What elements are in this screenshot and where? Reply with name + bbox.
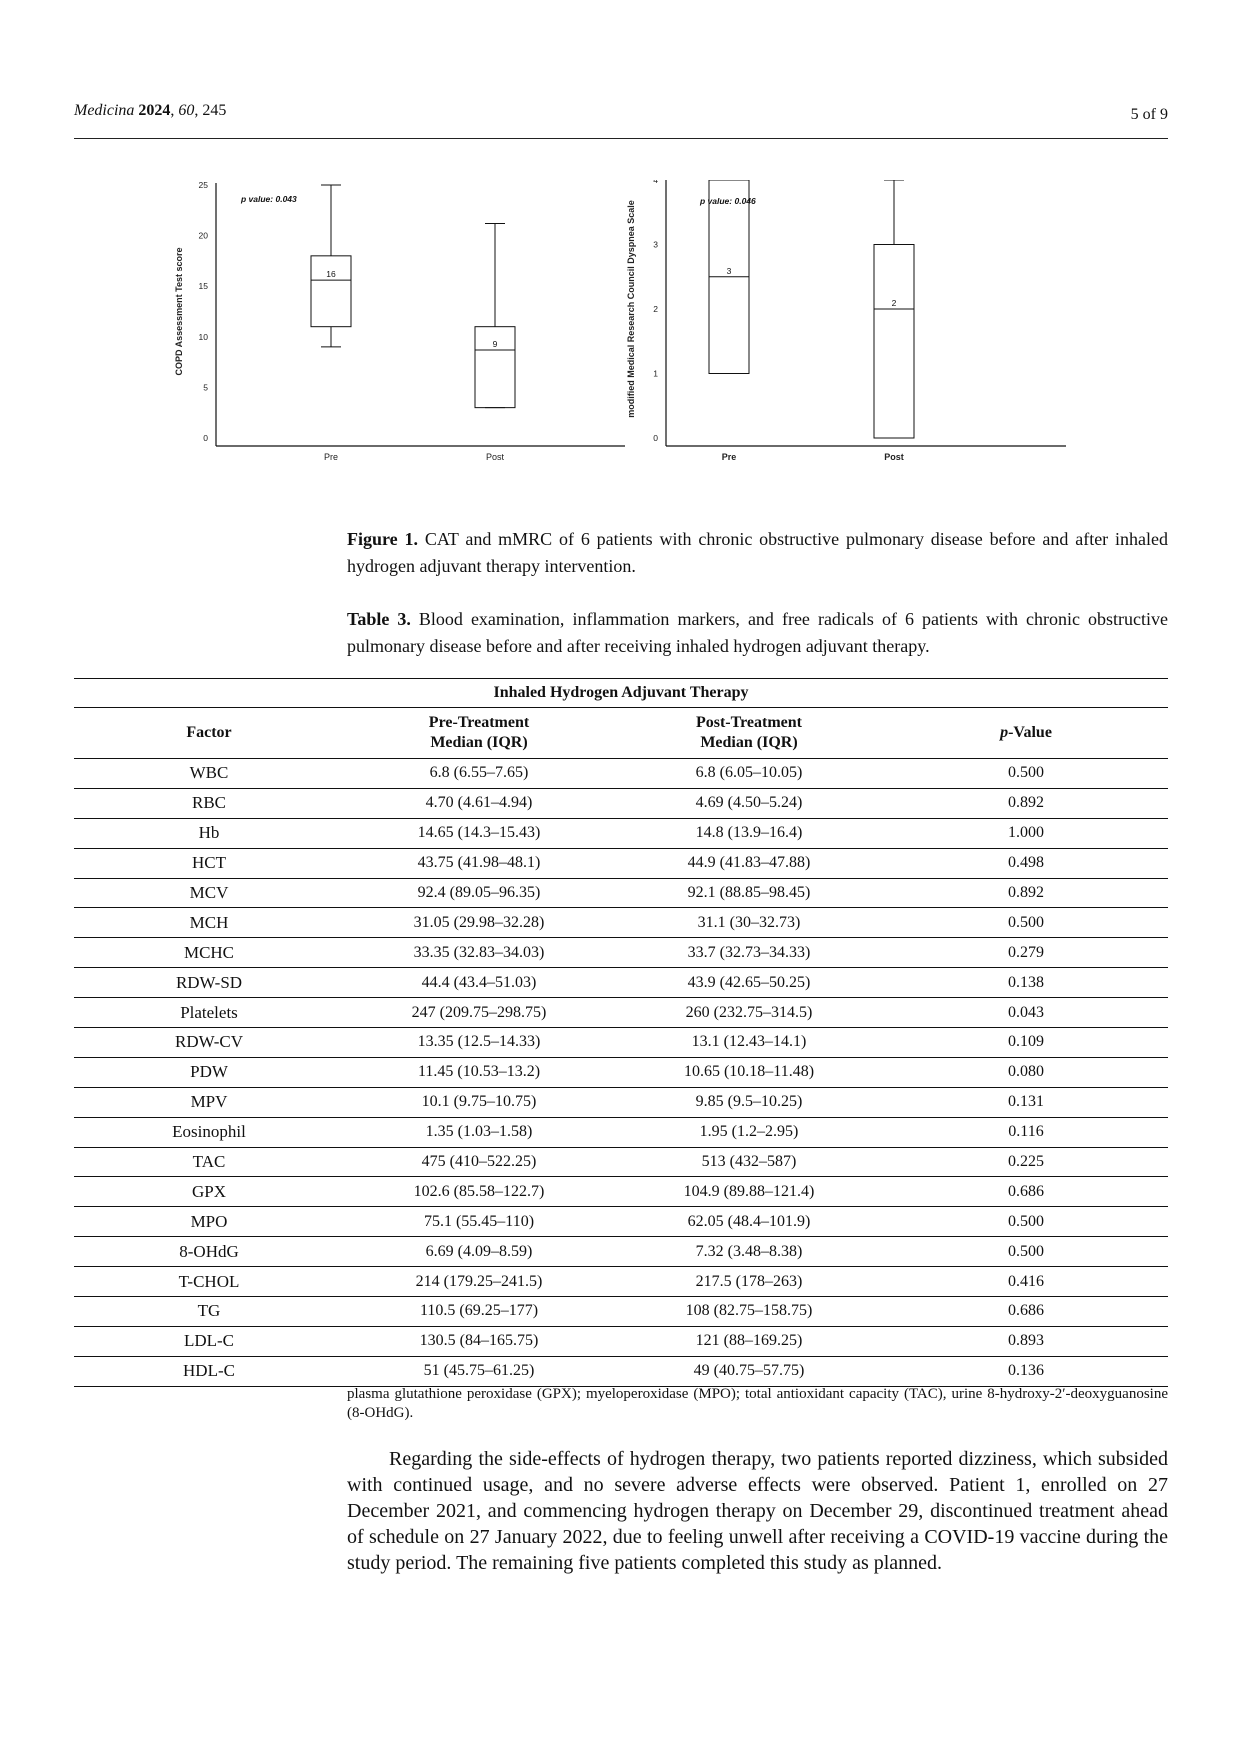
cell-factor: TAC xyxy=(74,1147,344,1177)
cell-pre: 31.05 (29.98–32.28) xyxy=(344,908,614,938)
cell-p-value: 0.498 xyxy=(884,848,1168,878)
cell-p-value: 0.500 xyxy=(884,759,1168,789)
table-row xyxy=(74,1237,1168,1267)
cell-post: 9.85 (9.5–10.25) xyxy=(614,1087,884,1117)
col-pre-treatment xyxy=(344,708,614,759)
cell-factor: MCV xyxy=(74,878,344,908)
cell-factor: HCT xyxy=(74,848,344,878)
table-caption xyxy=(347,606,1168,660)
cell-p-value: 1.000 xyxy=(884,818,1168,848)
y-tick-label: 0 xyxy=(653,433,658,443)
table-row xyxy=(74,788,1168,818)
cell-pre: 10.1 (9.75–10.75) xyxy=(344,1087,614,1117)
table-row xyxy=(74,1087,1168,1117)
y-tick-label: 15 xyxy=(198,281,208,292)
cell-post: 33.7 (32.73–34.33) xyxy=(614,938,884,968)
x-tick-label: Pre xyxy=(721,452,737,462)
results-table xyxy=(74,678,1168,1387)
cell-p-value: 0.500 xyxy=(884,1237,1168,1267)
cell-p-value: 0.080 xyxy=(884,1057,1168,1087)
table-row xyxy=(74,1057,1168,1087)
table-row xyxy=(74,908,1168,938)
cell-p-value: 0.500 xyxy=(884,1207,1168,1237)
cell-p-value: 0.131 xyxy=(884,1087,1168,1117)
cell-p-value: 0.686 xyxy=(884,1177,1168,1207)
cell-p-value: 0.225 xyxy=(884,1147,1168,1177)
y-tick-label: 20 xyxy=(198,230,208,241)
cell-factor: T-CHOL xyxy=(74,1267,344,1297)
y-axis-label: COPD Assessment Test score xyxy=(174,247,184,376)
cell-pre: 11.45 (10.53–13.2) xyxy=(344,1057,614,1087)
col-post-line1: Post-Treatment xyxy=(695,714,803,731)
cell-factor: HDL-C xyxy=(74,1356,344,1386)
cell-factor: RBC xyxy=(74,788,344,818)
col-post-line2: Median (IQR) xyxy=(700,734,798,751)
cell-pre: 92.4 (89.05–96.35) xyxy=(344,878,614,908)
cell-post: 44.9 (41.83–47.88) xyxy=(614,848,884,878)
cell-post: 62.05 (48.4–101.9) xyxy=(614,1207,884,1237)
cell-post: 217.5 (178–263) xyxy=(614,1267,884,1297)
table-row xyxy=(74,878,1168,908)
cell-post: 104.9 (89.88–121.4) xyxy=(614,1177,884,1207)
cell-pre: 43.75 (41.98–48.1) xyxy=(344,848,614,878)
y-tick-label: 3 xyxy=(653,239,658,250)
table-row xyxy=(74,968,1168,998)
table-footnote: plasma glutathione peroxidase (GPX); myeloperoxidase (MPO); total antioxidant capacity (TAC), urine 8-hydroxy-2′-deoxyguanosine (8-OHdG). xyxy=(347,1386,1168,1421)
cell-pre: 1.35 (1.03–1.58) xyxy=(344,1117,614,1147)
table-row xyxy=(74,1297,1168,1327)
table-row xyxy=(74,938,1168,968)
y-tick-label: 2 xyxy=(653,304,658,314)
cell-post: 260 (232.75–314.5) xyxy=(614,998,884,1028)
cell-post: 108 (82.75–158.75) xyxy=(614,1297,884,1327)
x-tick-label: Post xyxy=(884,452,904,462)
cell-factor: WBC xyxy=(74,759,344,789)
cell-p-value: 0.500 xyxy=(884,908,1168,938)
cell-factor: RDW-CV xyxy=(74,1028,344,1058)
y-tick-label: 5 xyxy=(203,382,208,393)
cell-p-value: 0.892 xyxy=(884,788,1168,818)
cell-pre: 130.5 (84–165.75) xyxy=(344,1326,614,1356)
cell-factor: Platelets xyxy=(74,998,344,1028)
cell-pre: 6.69 (4.09–8.59) xyxy=(344,1237,614,1267)
cell-factor: GPX xyxy=(74,1177,344,1207)
page-number: 5 of 9 xyxy=(1130,106,1168,123)
cell-factor: MPO xyxy=(74,1207,344,1237)
cell-p-value: 0.043 xyxy=(884,998,1168,1028)
cell-p-value: 0.109 xyxy=(884,1028,1168,1058)
cell-pre: 6.8 (6.55–7.65) xyxy=(344,759,614,789)
cell-post: 10.65 (10.18–11.48) xyxy=(614,1057,884,1087)
mmrc-boxplot xyxy=(620,180,1070,525)
table-row xyxy=(74,1267,1168,1297)
cell-p-value: 0.892 xyxy=(884,878,1168,908)
cell-pre: 214 (179.25–241.5) xyxy=(344,1267,614,1297)
cell-post: 121 (88–169.25) xyxy=(614,1326,884,1356)
y-tick-label: 0 xyxy=(203,433,208,443)
cell-post: 1.95 (1.2–2.95) xyxy=(614,1117,884,1147)
col-pre-line2: Median (IQR) xyxy=(430,734,528,751)
p-value-annotation: p value: 0.046 xyxy=(700,196,756,206)
table-row xyxy=(74,1207,1168,1237)
journal-year: 2024 xyxy=(138,102,171,119)
cell-p-value: 0.138 xyxy=(884,968,1168,998)
cell-factor: TG xyxy=(74,1297,344,1327)
table-row xyxy=(74,1356,1168,1386)
journal-name: Medicina xyxy=(74,102,135,119)
y-tick-label: 25 xyxy=(198,180,208,190)
table-row xyxy=(74,818,1168,848)
p-value-annotation: p value: 0.043 xyxy=(241,194,297,204)
table-row xyxy=(74,848,1168,878)
cell-pre: 51 (45.75–61.25) xyxy=(344,1356,614,1386)
table-group-header: Inhaled Hydrogen Adjuvant Therapy xyxy=(74,679,1168,708)
cell-post: 7.32 (3.48–8.38) xyxy=(614,1237,884,1267)
cell-factor: 8-OHdG xyxy=(74,1237,344,1267)
table-row xyxy=(74,1028,1168,1058)
journal-citation: Medicina 2024, 60, 245 xyxy=(74,102,227,119)
cell-pre: 75.1 (55.45–110) xyxy=(344,1207,614,1237)
table-row xyxy=(74,1177,1168,1207)
cell-pre: 13.35 (12.5–14.33) xyxy=(344,1028,614,1058)
article-number: 245 xyxy=(202,102,227,119)
col-p-italic: p xyxy=(1000,724,1009,741)
journal-volume: 60 xyxy=(178,102,195,119)
col-factor: Factor xyxy=(74,708,344,759)
table-row xyxy=(74,998,1168,1028)
x-tick-label: Post xyxy=(485,452,505,462)
col-post-treatment xyxy=(614,708,884,759)
cell-factor: MCHC xyxy=(74,938,344,968)
cell-factor: PDW xyxy=(74,1057,344,1087)
cell-pre: 102.6 (85.58–122.7) xyxy=(344,1177,614,1207)
figure-label: Figure 1. xyxy=(347,529,418,549)
cell-post: 14.8 (13.9–16.4) xyxy=(614,818,884,848)
table-row xyxy=(74,1147,1168,1177)
y-tick-label: 10 xyxy=(198,331,208,342)
page-header xyxy=(74,102,1168,139)
median-label: 9 xyxy=(492,338,498,349)
cell-pre: 33.35 (32.83–34.03) xyxy=(344,938,614,968)
cell-post: 513 (432–587) xyxy=(614,1147,884,1177)
cell-post: 4.69 (4.50–5.24) xyxy=(614,788,884,818)
cell-post: 92.1 (88.85–98.45) xyxy=(614,878,884,908)
cell-p-value: 0.893 xyxy=(884,1326,1168,1356)
y-tick-label: 1 xyxy=(653,368,658,379)
mmrc-boxplot-svg xyxy=(620,180,1070,520)
body-paragraph: Regarding the side-effects of hydrogen therapy, two patients reported dizziness, which subsided with continued usage, and no severe adverse effects were observed. Patient 1, enrolled on 27 December 2021, and commencing hydrogen therapy on December 29, discontinued treatment ahead of schedule on 27 January 2022, due to feeling unwell after receiving a COVID-19 vaccine during the study period. The remaining five patients completed this study as planned. xyxy=(347,1448,1168,1574)
col-p-value xyxy=(884,708,1168,759)
cell-factor: Eosinophil xyxy=(74,1117,344,1147)
median-label: 3 xyxy=(726,265,732,276)
y-axis-label: modified Medical Research Council Dyspnea Scale xyxy=(626,200,636,418)
cell-post: 13.1 (12.43–14.1) xyxy=(614,1028,884,1058)
median-label: 2 xyxy=(891,298,897,308)
cat-boxplot-svg xyxy=(170,180,630,520)
cell-pre: 14.65 (14.3–15.43) xyxy=(344,818,614,848)
cell-factor: LDL-C xyxy=(74,1326,344,1356)
figure-caption-text: CAT and mMRC of 6 patients with chronic obstructive pulmonary disease before and after inhaled hydrogen adjuvant therapy intervention. xyxy=(347,529,1168,576)
cell-pre: 44.4 (43.4–51.03) xyxy=(344,968,614,998)
figure-caption xyxy=(347,526,1168,580)
table-row xyxy=(74,759,1168,789)
cell-p-value: 0.686 xyxy=(884,1297,1168,1327)
cell-pre: 475 (410–522.25) xyxy=(344,1147,614,1177)
table-row xyxy=(74,1117,1168,1147)
cell-factor: MCH xyxy=(74,908,344,938)
cat-boxplot xyxy=(170,180,630,525)
box-iqr xyxy=(874,245,914,439)
cell-post: 43.9 (42.65–50.25) xyxy=(614,968,884,998)
cell-factor: Hb xyxy=(74,818,344,848)
cell-pre: 4.70 (4.61–4.94) xyxy=(344,788,614,818)
table-label: Table 3. xyxy=(347,609,411,629)
cell-pre: 247 (209.75–298.75) xyxy=(344,998,614,1028)
cell-p-value: 0.279 xyxy=(884,938,1168,968)
cell-post: 31.1 (30–32.73) xyxy=(614,908,884,938)
median-label: 16 xyxy=(326,269,336,280)
y-tick-label: 4 xyxy=(653,180,658,185)
cell-p-value: 0.416 xyxy=(884,1267,1168,1297)
cell-pre: 110.5 (69.25–177) xyxy=(344,1297,614,1327)
col-pre-line1: Pre-Treatment xyxy=(428,714,530,731)
cell-factor: RDW-SD xyxy=(74,968,344,998)
cell-p-value: 0.136 xyxy=(884,1356,1168,1386)
cell-post: 49 (40.75–57.75) xyxy=(614,1356,884,1386)
cell-p-value: 0.116 xyxy=(884,1117,1168,1147)
table-row xyxy=(74,1326,1168,1356)
x-tick-label: Pre xyxy=(323,452,339,462)
col-p-rest: -Value xyxy=(1008,724,1052,741)
box-iqr xyxy=(311,256,351,327)
table-caption-text: Blood examination, inflammation markers, and free radicals of 6 patients with chronic obstructive pulmonary disease before and after receiving inhaled hydrogen adjuvant therapy. xyxy=(347,609,1168,656)
cell-post: 6.8 (6.05–10.05) xyxy=(614,759,884,789)
cell-factor: MPV xyxy=(74,1087,344,1117)
